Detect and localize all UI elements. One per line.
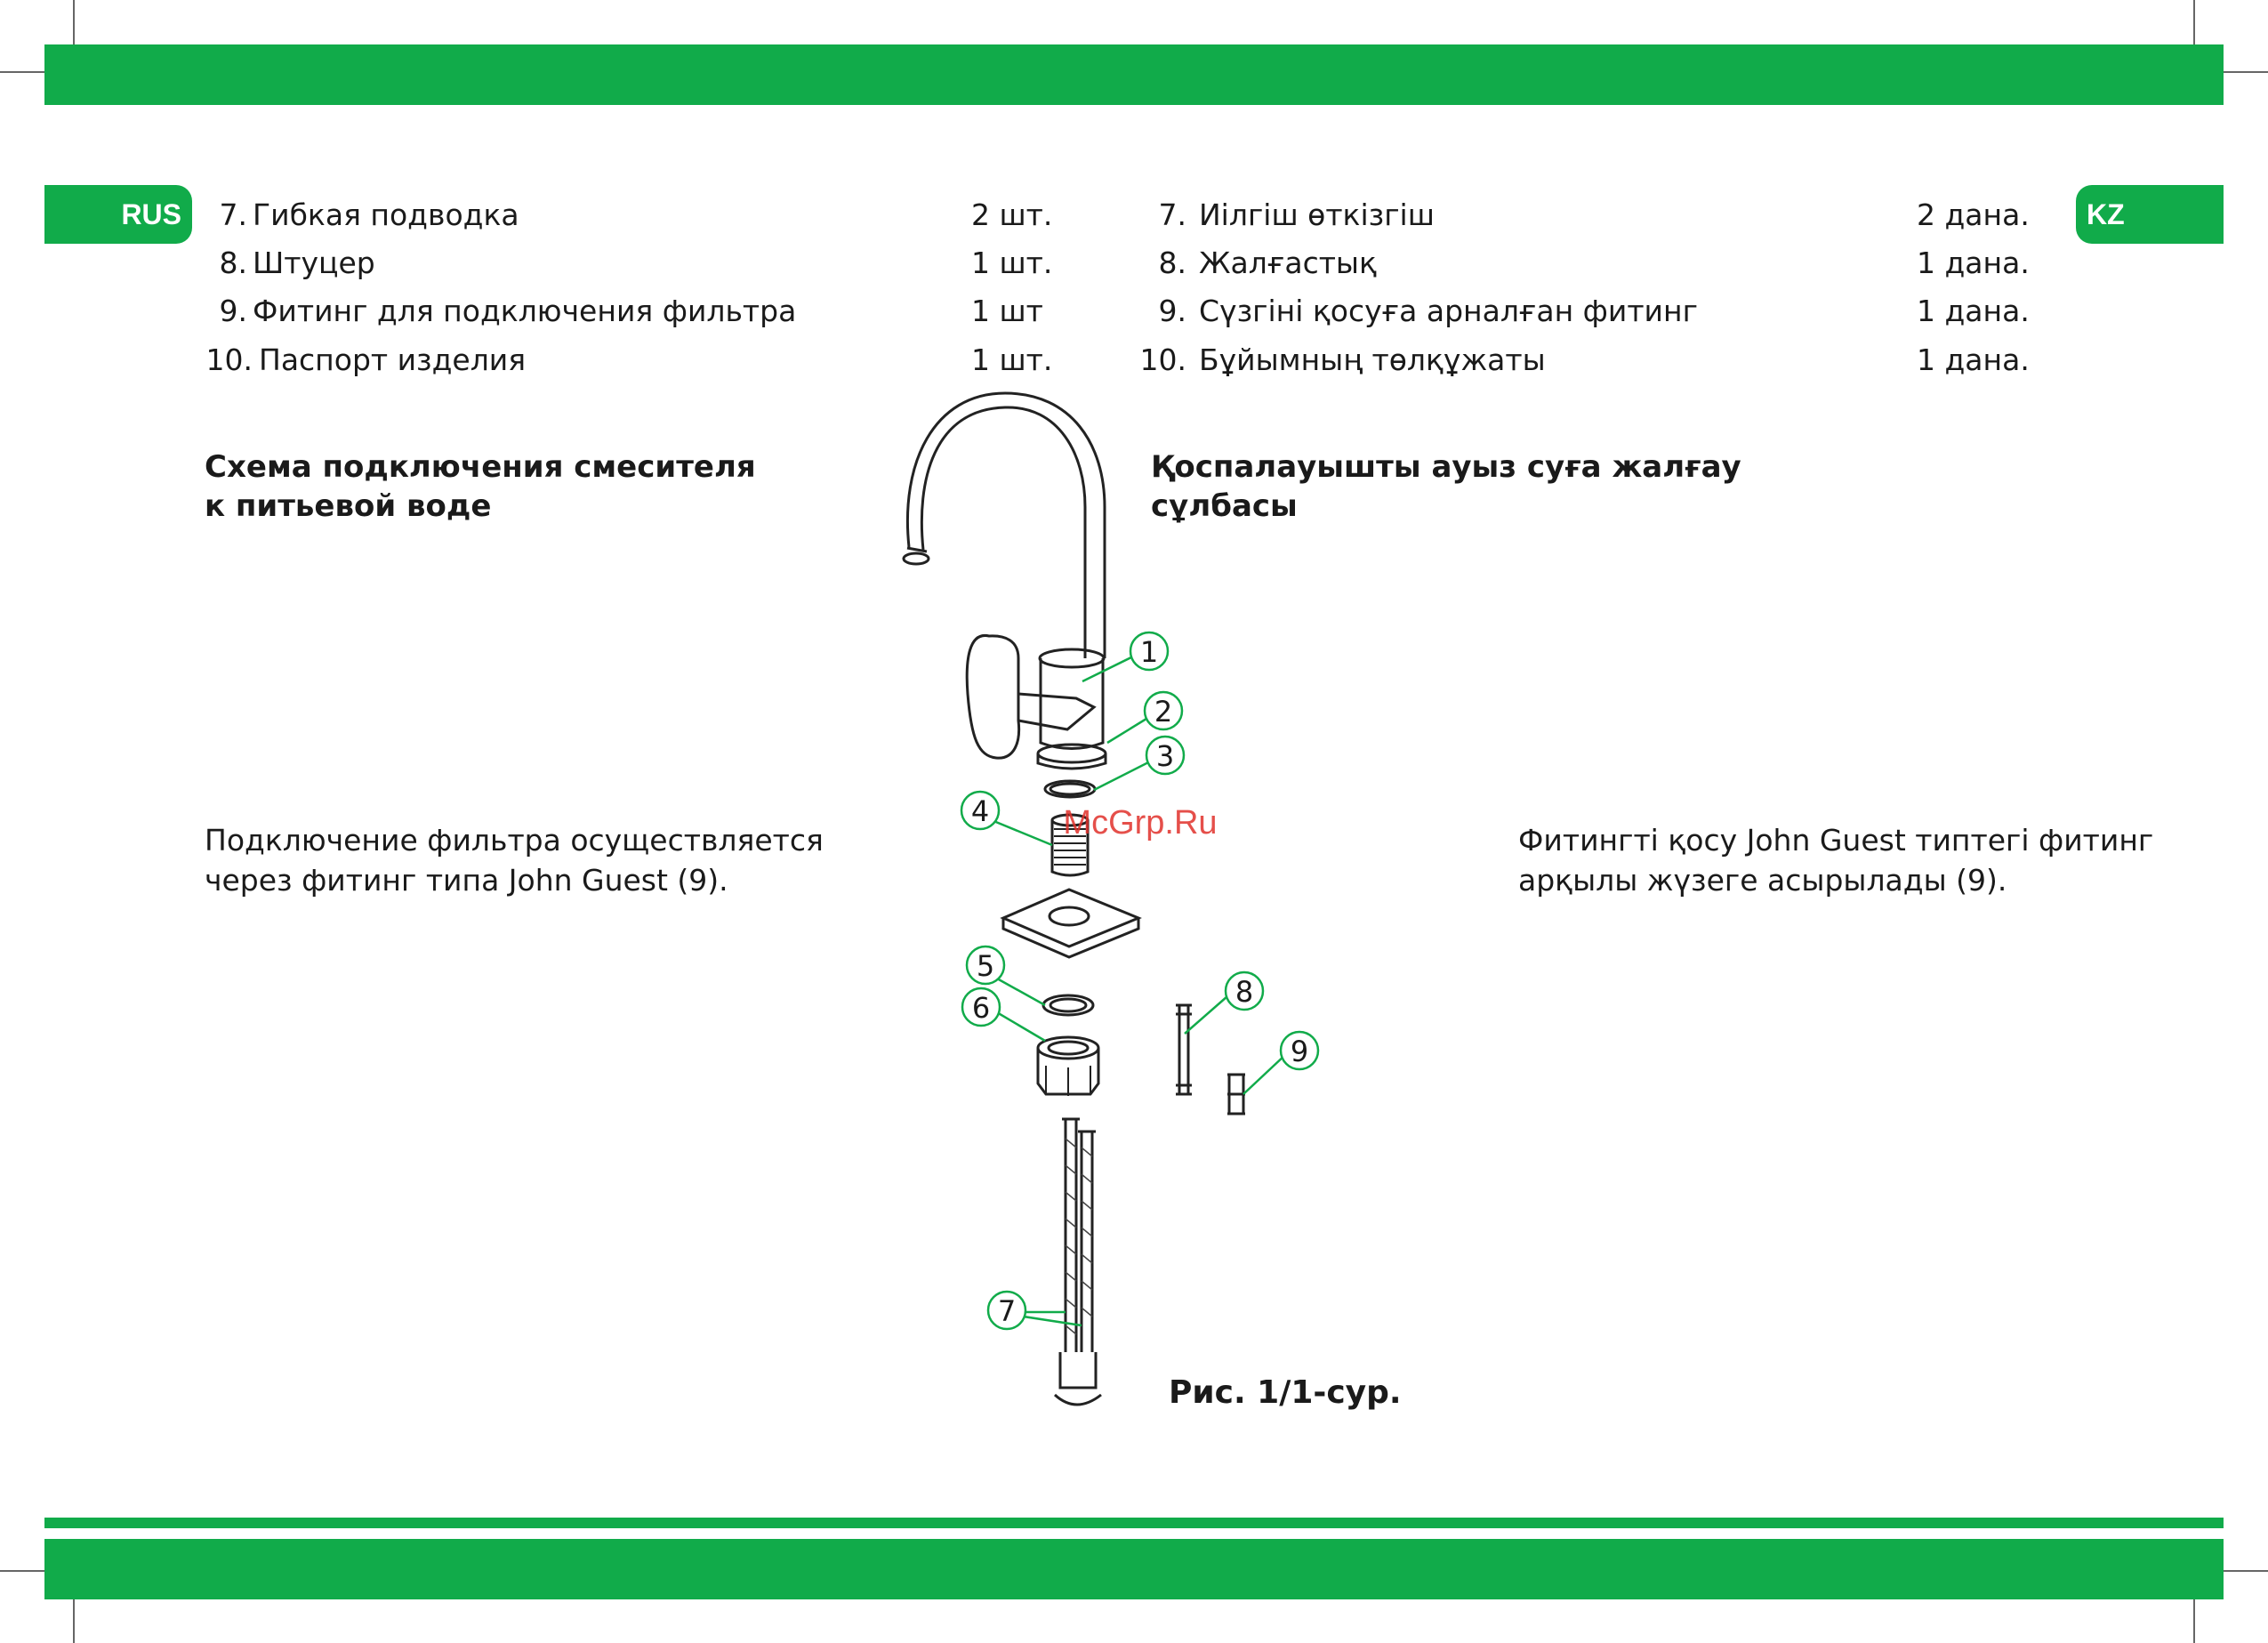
callout-number: 2 <box>1154 695 1173 729</box>
crop-mark <box>73 1599 75 1643</box>
rus-language-tab <box>44 185 192 244</box>
crop-mark <box>2224 71 2268 73</box>
kz-language-tab <box>2076 185 2224 244</box>
crop-mark <box>2224 1570 2268 1572</box>
rus-tab-label: RUS <box>121 197 181 230</box>
flexible-hose-right <box>1082 1132 1092 1352</box>
kz-item-number: 7. <box>1158 197 1186 232</box>
crop-mark <box>0 1570 44 1572</box>
callout-number: 4 <box>970 794 990 828</box>
rus-item-number: 8. <box>219 246 247 280</box>
rus-item-qty: 1 шт. <box>971 342 1053 377</box>
kz-heading-line: сұлбасы <box>1151 488 1298 524</box>
crop-mark <box>2193 0 2195 44</box>
spout-inner <box>907 393 1105 658</box>
kz-tab-label: KZ <box>2087 197 2125 230</box>
filter-fitting <box>1227 1075 1245 1114</box>
lever-handle <box>967 635 1018 758</box>
rus-item-number: 10. <box>205 342 253 377</box>
rus-item-label: Гибкая подводка <box>253 197 519 232</box>
rus-filter-note <box>205 820 824 900</box>
rus-item-label: Фитинг для подключения фильтра <box>253 294 797 328</box>
kz-item-number: 8. <box>1158 246 1186 280</box>
kz-item-number: 10. <box>1139 342 1186 377</box>
watermark: McGrp.Ru <box>1063 804 1218 842</box>
bottom-thin-green-band <box>44 1518 2224 1528</box>
kz-item-label: Сүзгіні қосуға арналған фитинг <box>1199 294 1698 328</box>
rus-item-qty: 1 шт <box>971 294 1043 328</box>
rus-heading-line: Схема подключения смесителя <box>205 449 756 485</box>
kz-item-number: 9. <box>1158 294 1186 328</box>
kz-note-line: Фитингті қосу John Guest типтегі фитинг <box>1518 823 2154 858</box>
mixer-exploded-diagram <box>872 391 1423 1432</box>
bottom-green-band <box>44 1539 2224 1599</box>
callout-number: 7 <box>997 1294 1017 1328</box>
callout-number: 6 <box>971 991 991 1025</box>
kz-item-qty: 1 дана. <box>1917 246 2030 280</box>
callout-number: 3 <box>1155 739 1175 773</box>
callout-number: 9 <box>1290 1035 1309 1068</box>
rus-item-number: 9. <box>219 294 247 328</box>
callout-number: 5 <box>976 949 995 983</box>
rus-item-label: Штуцер <box>253 246 375 280</box>
rus-note-line: Подключение фильтра осуществляется <box>205 823 824 858</box>
rus-section-heading <box>205 447 756 526</box>
kz-item-label: Иілгіш өткізгіш <box>1199 197 1435 232</box>
rus-item-label: Паспорт изделия <box>259 342 527 377</box>
kz-note-line: арқылы жүзеге асырылады (9). <box>1518 863 2007 898</box>
top-green-band <box>44 44 2224 105</box>
mixer-body <box>1041 658 1103 749</box>
flexible-hose-left <box>1066 1119 1076 1352</box>
kz-item-qty: 2 дана. <box>1917 197 2030 232</box>
kz-heading-line: Қоспалауышты ауыз суға жалғау <box>1151 449 1741 485</box>
spout-tip <box>904 553 929 564</box>
rus-item-number: 7. <box>219 197 247 232</box>
rus-item-qty: 2 шт. <box>971 197 1053 232</box>
kz-filter-note <box>1518 820 2153 900</box>
spout <box>921 407 1085 658</box>
callout-number: 8 <box>1235 975 1254 1009</box>
crop-mark <box>0 71 44 73</box>
crop-mark <box>2193 1599 2195 1643</box>
crop-mark <box>73 0 75 44</box>
rus-heading-line: к питьевой воде <box>205 488 492 524</box>
union-fitting <box>1179 1005 1188 1094</box>
kz-item-qty: 1 дана. <box>1917 342 2030 377</box>
kz-item-qty: 1 дана. <box>1917 294 2030 328</box>
kz-item-label: Бұйымның төлқұжаты <box>1199 342 1546 377</box>
figure-caption: Рис. 1/1-сур. <box>1169 1374 1402 1411</box>
kz-item-label: Жалғастық <box>1199 246 1377 280</box>
callout-number: 1 <box>1139 635 1159 669</box>
rus-item-qty: 1 шт. <box>971 246 1053 280</box>
rus-note-line: через фитинг типа John Guest (9). <box>205 863 728 898</box>
